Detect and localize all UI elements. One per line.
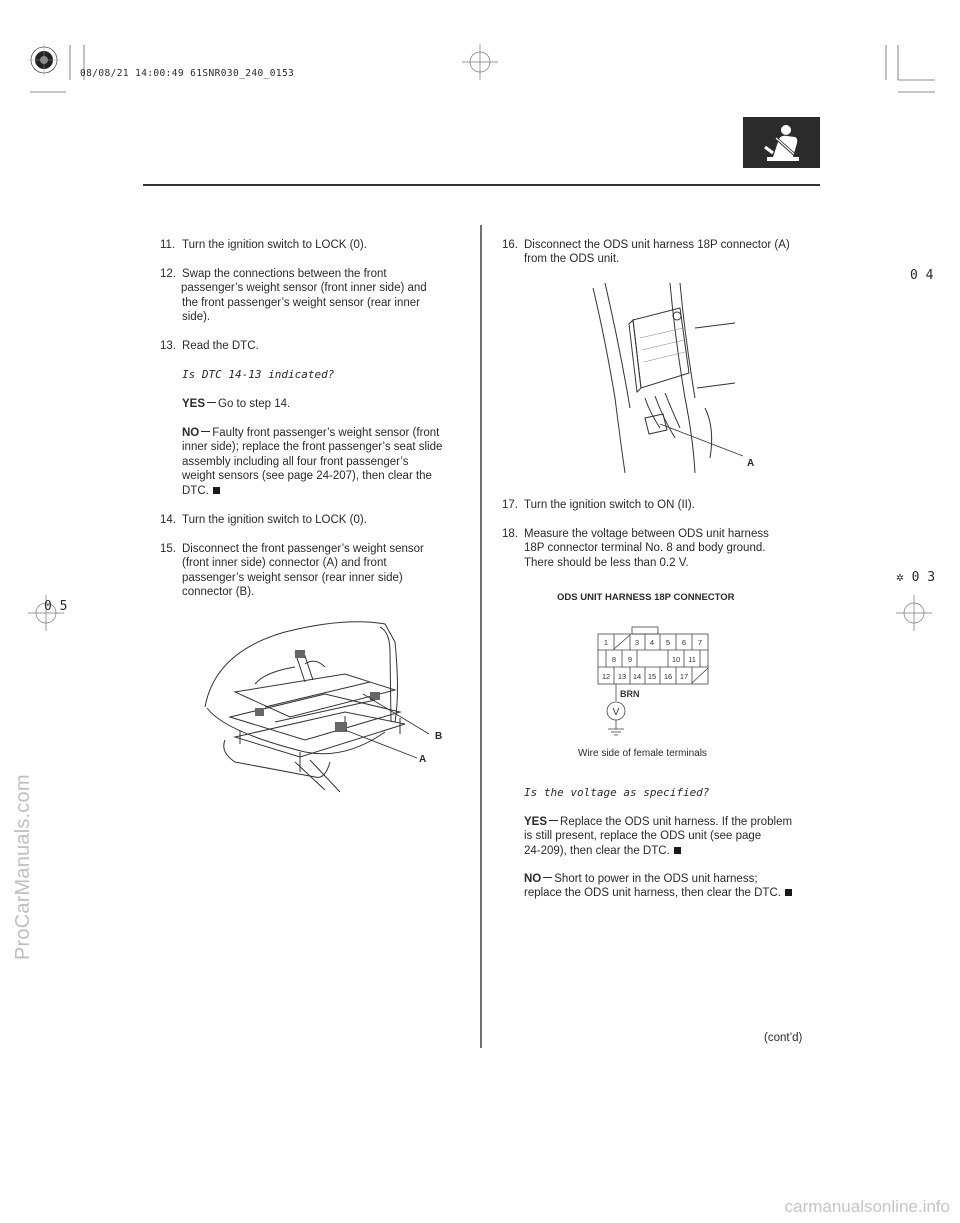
pin-6: 6 xyxy=(681,638,687,647)
question-voltage: Is the voltage as specified? xyxy=(524,786,710,799)
pin-3: 3 xyxy=(634,638,640,647)
step-12: 12. Swap the connections between the front passenger’s weight sensor (front inner side) and the front passenger’s weight sensor (rear inner side). xyxy=(160,268,427,324)
pin-7: 7 xyxy=(697,638,703,647)
figure-label-a-ods: A xyxy=(747,458,755,469)
ods-unit-illustration xyxy=(585,278,745,478)
pin-5: 5 xyxy=(665,638,671,647)
connector-title: ODS UNIT HARNESS 18P CONNECTOR xyxy=(557,592,735,603)
end-square-icon xyxy=(674,847,681,854)
pin-1: 1 xyxy=(603,638,609,647)
footer-watermark: carmanualsonline.info xyxy=(784,1197,950,1216)
pin-4: 4 xyxy=(649,638,655,647)
pin-11: 11 xyxy=(688,655,696,664)
side-watermark: ProCarManuals.com xyxy=(12,774,34,960)
print-timestamp: 08/08/21 14:00:49 61SNR030_240_0153 xyxy=(80,68,295,79)
side-mark-03: ✲ 0 3 xyxy=(896,570,936,585)
wire-color-label: BRN xyxy=(620,689,640,699)
connector-caption: Wire side of female terminals xyxy=(578,748,707,759)
seat-slide-illustration xyxy=(195,612,435,797)
pin-12: 12 xyxy=(601,672,611,681)
pin-13: 13 xyxy=(617,672,627,681)
pin-16: 16 xyxy=(663,672,673,681)
pin-17: 17 xyxy=(679,672,689,681)
end-square-icon xyxy=(213,487,220,494)
pin-10: 10 xyxy=(671,655,681,664)
step-15: 15. Disconnect the front passenger’s weight sensor (front inner side) connector (A) and front passenger’s weight sensor (rear inner side) connector (B). xyxy=(160,543,424,599)
question-dtc: Is DTC 14-13 indicated? xyxy=(182,368,335,381)
seatbelt-srs-icon xyxy=(743,117,820,168)
yes-branch-2: YES Replace the ODS unit harness. If the problem is still present, replace the ODS unit (see page 24-209), then clear the DTC. xyxy=(524,816,793,857)
pin-9: 9 xyxy=(627,655,633,664)
end-square-icon xyxy=(785,889,792,896)
pin-8: 8 xyxy=(611,655,617,664)
no-branch-1: NO Faulty front passenger’s weight sensor (front inner side); replace the front passenger’s seat slide assembly including all four front passenger’s weight sensors (see page 24-207), then clear the DTC. xyxy=(182,427,443,497)
voltmeter-symbol: V xyxy=(612,707,620,718)
pin-14: 14 xyxy=(632,672,642,681)
no-branch-2: NO Short to power in the ODS unit harness; replace the ODS unit harness, then clear the DTC. xyxy=(524,872,819,901)
pin-15: 15 xyxy=(647,672,657,681)
connector-diagram xyxy=(590,625,720,745)
step-18: 18. Measure the voltage between ODS unit harness 18P connector terminal No. 8 and body ground. There should be less than 0.2 V. xyxy=(502,528,769,569)
yes-branch-1: YES Go to step 14. xyxy=(182,398,291,410)
figure-label-b: B xyxy=(435,731,443,742)
side-mark-04: 0 4 xyxy=(910,268,934,283)
side-mark-05: 0 5 xyxy=(44,599,68,614)
figure-label-a: A xyxy=(419,754,427,765)
continued-label: (cont’d) xyxy=(764,1032,803,1044)
